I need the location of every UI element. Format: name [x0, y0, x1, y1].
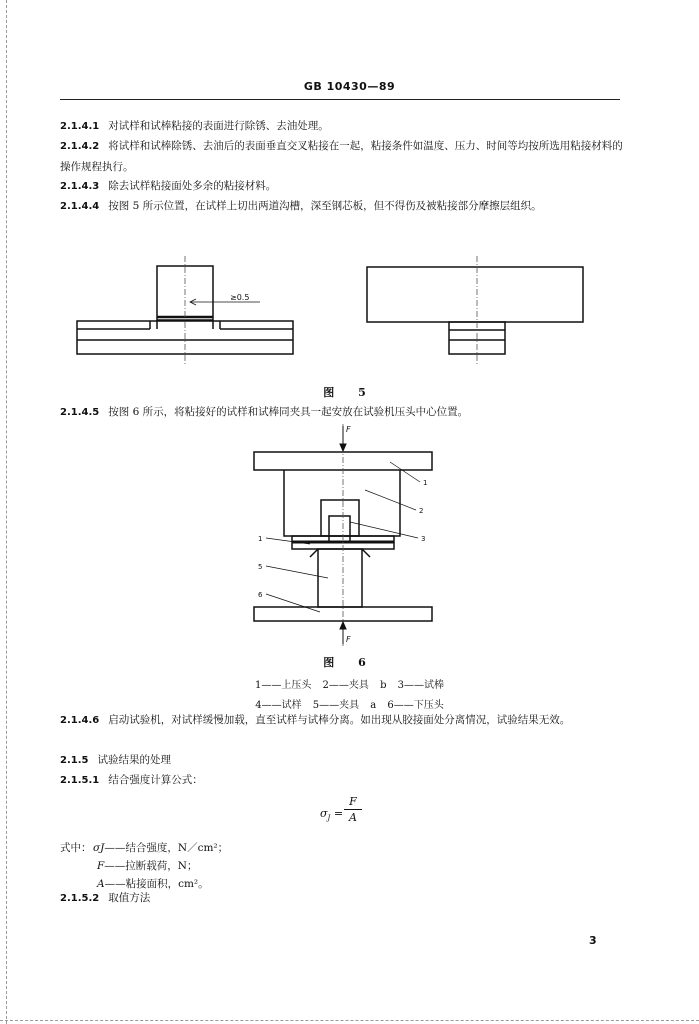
definition-sigma: σJ——结合强度，N／cm²； [93, 842, 229, 854]
fig6-callout-1: 1 [423, 479, 428, 487]
fig6-callout-3: 3 [421, 535, 426, 543]
fig6-fixture-b [284, 470, 400, 536]
figure-6-legend-line-2: 4——试样 5——夹具 a 6——下压头 [255, 700, 444, 711]
section-2-1-4-4: 2.1.4.4 按图 5 所示位置，在试样上切出两道沟槽，深至钢芯板，但不得伤及被粘接部分摩擦层组织。 [60, 200, 542, 212]
bond-strength-formula: $\sigma_J$ = F A [320, 795, 400, 835]
section-2-1-5-1: 2.1.5.1 结合强度计算公式： [60, 774, 203, 786]
fig6-force-label-top: F [346, 425, 351, 434]
figure-6-legend-line-1: 1——上压头 2——夹具 b 3——试棒 [254, 680, 445, 691]
page-edge-dashed [6, 0, 8, 1024]
section-2-1-4-3: 2.1.4.3 除去试样粘接面处多余的粘接材料。 [60, 180, 277, 192]
section-2-1-4-2: 2.1.4.2 将试样和试棒除锈、去油后的表面垂直交叉粘接在一起，粘接条件如温度、压力、时间等均按所选用粘接材料的操作规程执行。 [60, 140, 623, 173]
page-number: 3 [589, 934, 597, 947]
fig6-fixture-b-slot [321, 500, 359, 536]
fig6-callout-2: 2 [419, 507, 424, 515]
section-2-1-5-2: 2.1.5.2 取值方法 [60, 892, 151, 904]
figure-5-diagram [60, 250, 620, 380]
definition-f: F——拉断载荷，N； [97, 860, 198, 872]
fig5-test-bar [367, 267, 583, 322]
figure-5-caption: 图 5 [323, 386, 376, 399]
figure-6-caption: 图 6 [323, 656, 376, 669]
header-rule [60, 99, 620, 100]
standard-code-header: GB 10430—89 [303, 80, 396, 93]
section-2-1-5: 2.1.5 试验结果的处理 [60, 754, 171, 766]
fig6-callout-5: 5 [258, 563, 263, 571]
section-2-1-4-5: 2.1.4.5 按图 6 所示，将粘接好的试样和试棒同夹具一起安放在试验机压头中心位置。 [60, 406, 469, 418]
section-2-1-4-1: 2.1.4.1 对试样和试棒粘接的表面进行除锈、去油处理。 [60, 120, 329, 132]
fig6-callout-6: 6 [258, 591, 263, 599]
fig6-callout-4: 1 [258, 535, 263, 543]
fig6-fixture-a [318, 549, 362, 607]
page-bottom-dashed [0, 1020, 699, 1022]
fig6-test-bar [329, 516, 350, 542]
fig6-force-label-bottom: F [346, 635, 351, 644]
fig5-dimension-label: ≥0.5 [230, 293, 250, 302]
section-2-1-4-6: 2.1.4.6 启动试验机，对试样缓慢加载，直至试样与试棒分离。如出现从胶接面处分离情况，试验结果无效。 [60, 714, 571, 726]
definition-a: A——粘接面积，cm²。 [97, 878, 209, 890]
figure-6-diagram [240, 420, 450, 650]
definitions-intro: 式中： [60, 842, 92, 854]
